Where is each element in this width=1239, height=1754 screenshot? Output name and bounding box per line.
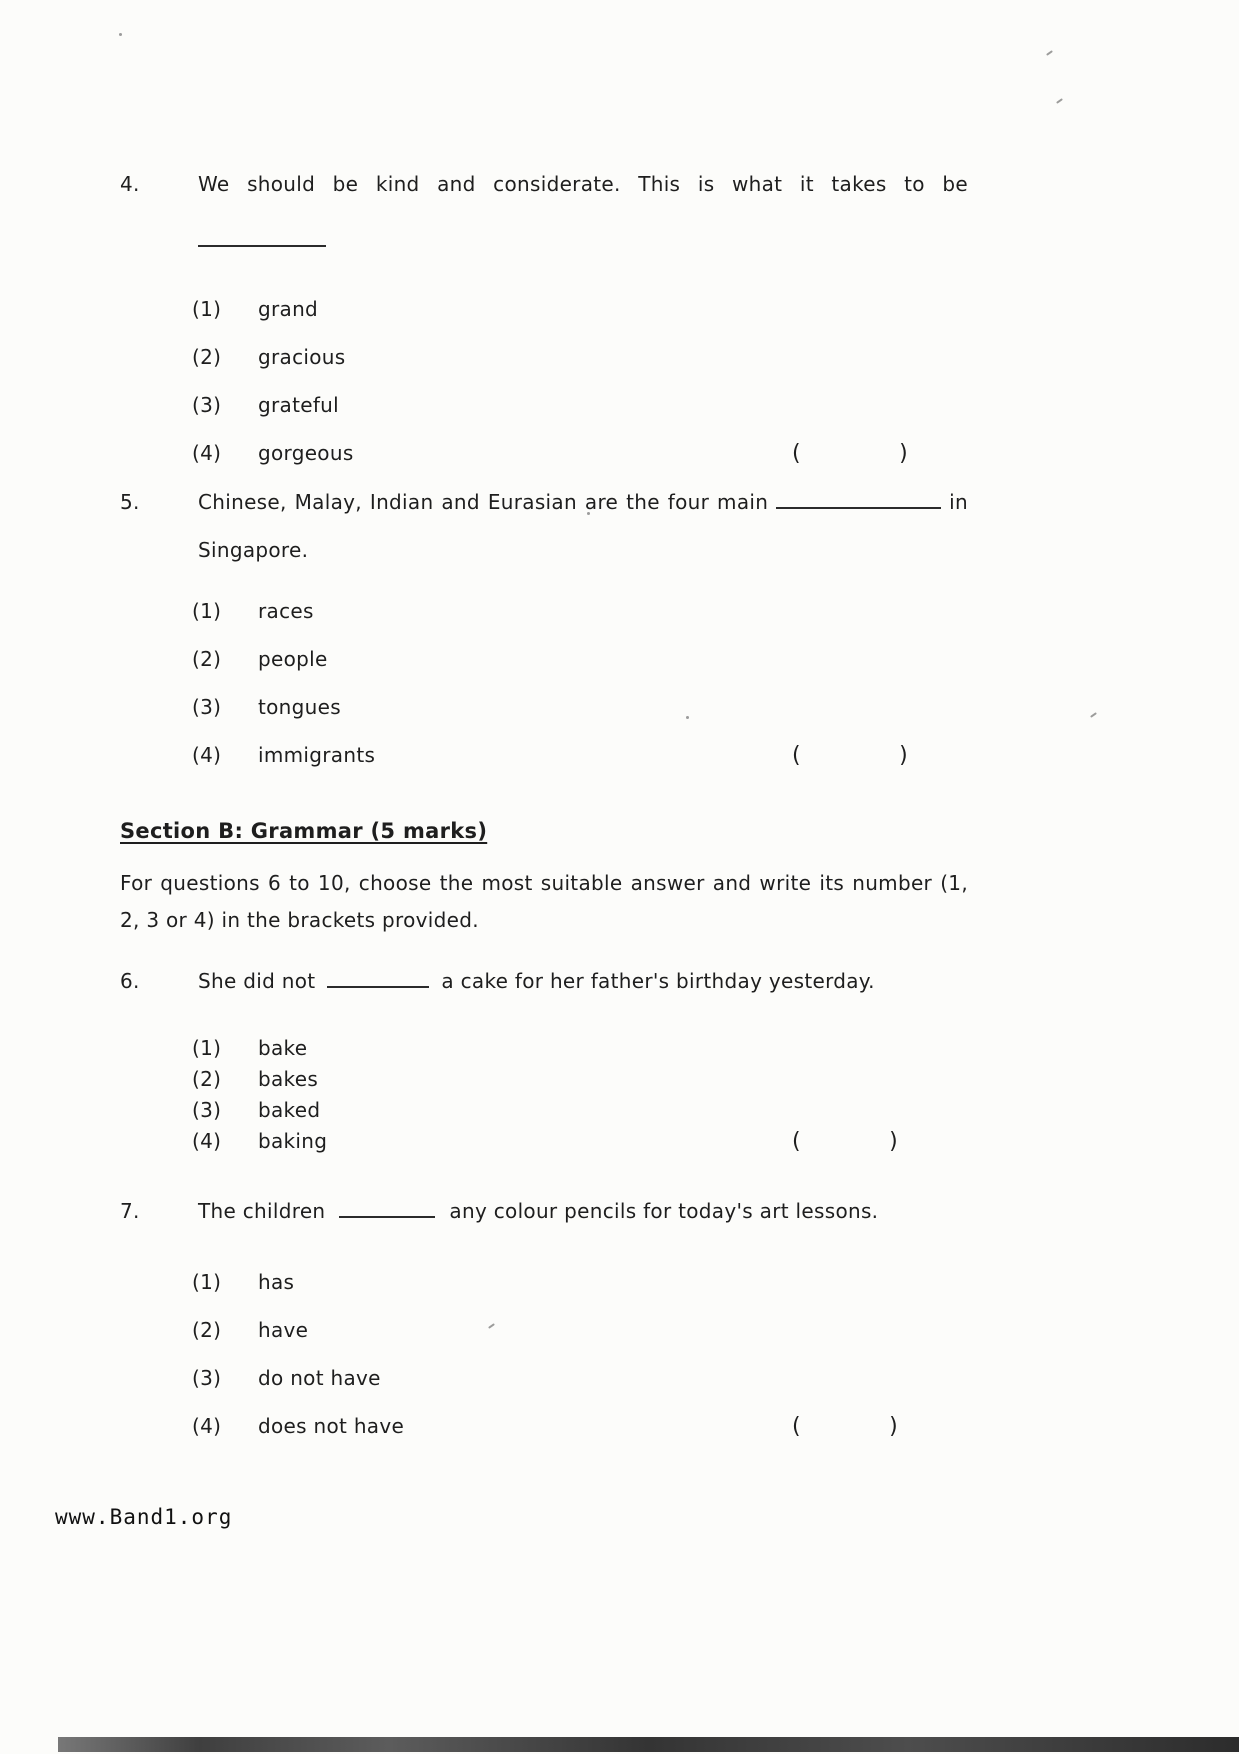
option-row xyxy=(120,1271,968,1294)
option-number: (4) xyxy=(192,441,222,465)
answer-blank-row xyxy=(120,228,968,252)
option-number: (2) xyxy=(192,1067,222,1091)
option-number: (1) xyxy=(192,1270,222,1294)
option-label: baked xyxy=(258,1098,321,1122)
option-label: has xyxy=(258,1270,295,1294)
option-label: races xyxy=(258,599,314,623)
page-content xyxy=(120,172,968,1463)
open-bracket: ( xyxy=(792,1129,801,1154)
question-text xyxy=(198,1199,968,1223)
option-row xyxy=(120,1415,968,1438)
option-label: have xyxy=(258,1318,309,1342)
option-row xyxy=(120,1367,968,1390)
option-label: gorgeous xyxy=(258,441,354,465)
scan-speck xyxy=(686,716,689,719)
option-row xyxy=(120,1319,968,1342)
question-6-options xyxy=(120,1037,968,1153)
option-label: immigrants xyxy=(258,743,376,767)
option-number: (3) xyxy=(192,393,222,417)
question-number: 4. xyxy=(120,172,140,196)
option-number: (4) xyxy=(192,1129,222,1153)
open-bracket: ( xyxy=(792,743,801,768)
option-label: do not have xyxy=(258,1366,381,1390)
option-label: baking xyxy=(258,1129,328,1153)
option-label: bakes xyxy=(258,1067,319,1091)
scan-speck xyxy=(1046,50,1053,56)
scan-edge-bar xyxy=(58,1737,1239,1752)
close-bracket: ) xyxy=(889,1129,898,1154)
option-row xyxy=(120,1099,968,1122)
option-number: (2) xyxy=(192,345,222,369)
open-bracket: ( xyxy=(792,1414,801,1439)
option-row xyxy=(120,744,968,767)
answer-blank xyxy=(776,505,941,509)
question-text xyxy=(198,490,968,514)
question-text-line2: Singapore. xyxy=(198,538,309,562)
option-number: (3) xyxy=(192,1098,222,1122)
scan-speck xyxy=(587,512,590,515)
question-number: 7. xyxy=(120,1199,140,1223)
question-5-options xyxy=(120,600,968,767)
question-text-after-blank: in xyxy=(949,490,968,514)
answer-brackets xyxy=(792,1415,898,1438)
option-row xyxy=(120,648,968,671)
question-text-after-blank: a cake for her father's birthday yesterday. xyxy=(441,969,875,993)
option-row xyxy=(120,600,968,623)
scan-speck xyxy=(1056,98,1063,104)
section-b-instructions: For questions 6 to 10, choose the most suitable answer and write its number (1, 2, 3 or 4) in the brackets provided. xyxy=(120,871,968,932)
question-7-head xyxy=(120,1199,968,1223)
question-number: 6. xyxy=(120,969,140,993)
option-row xyxy=(120,1068,968,1091)
question-5-head xyxy=(120,490,968,514)
scan-speck xyxy=(1090,712,1097,718)
option-row xyxy=(120,298,968,321)
question-text-before-blank: She did not xyxy=(198,969,316,993)
option-number: (2) xyxy=(192,1318,222,1342)
option-label: gracious xyxy=(258,345,346,369)
option-label: does not have xyxy=(258,1414,405,1438)
question-number: 5. xyxy=(120,490,140,514)
question-5 xyxy=(120,490,968,767)
question-6-head xyxy=(120,969,968,993)
option-number: (2) xyxy=(192,647,222,671)
option-number: (4) xyxy=(192,1414,222,1438)
option-number: (1) xyxy=(192,599,222,623)
answer-blank xyxy=(198,243,326,247)
option-label: grateful xyxy=(258,393,339,417)
close-bracket: ) xyxy=(889,1414,898,1439)
question-text-before-blank: Chinese, Malay, Indian and Eurasian are the four main xyxy=(198,490,769,514)
option-row xyxy=(120,1130,968,1153)
answer-blank xyxy=(327,984,429,988)
option-row xyxy=(120,442,968,465)
option-number: (3) xyxy=(192,1366,222,1390)
answer-brackets xyxy=(792,442,908,465)
answer-blank xyxy=(339,1214,435,1218)
option-row xyxy=(120,696,968,719)
question-4 xyxy=(120,172,968,465)
option-label: grand xyxy=(258,297,319,321)
question-4-head xyxy=(120,172,968,196)
close-bracket: ) xyxy=(899,743,908,768)
option-number: (1) xyxy=(192,1036,222,1060)
option-row xyxy=(120,346,968,369)
option-row xyxy=(120,394,968,417)
question-6 xyxy=(120,969,968,1153)
answer-brackets xyxy=(792,1130,898,1153)
answer-brackets xyxy=(792,744,908,767)
question-7-options xyxy=(120,1271,968,1438)
question-text-after-blank: any colour pencils for today's art lessons. xyxy=(449,1199,879,1223)
question-7 xyxy=(120,1199,968,1438)
option-number: (4) xyxy=(192,743,222,767)
scan-speck xyxy=(119,33,122,36)
option-row xyxy=(120,1037,968,1060)
section-b-heading: Section B: Grammar (5 marks) xyxy=(120,819,488,843)
option-label: bake xyxy=(258,1036,308,1060)
question-text xyxy=(198,969,968,993)
option-number: (3) xyxy=(192,695,222,719)
close-bracket: ) xyxy=(899,441,908,466)
footer-website: www.Band1.org xyxy=(55,1505,233,1529)
option-label: people xyxy=(258,647,328,671)
question-4-options xyxy=(120,298,968,465)
question-text-before-blank: The children xyxy=(198,1199,326,1223)
question-text: We should be kind and considerate. This is what it takes to be xyxy=(198,172,968,196)
open-bracket: ( xyxy=(792,441,801,466)
option-number: (1) xyxy=(192,297,222,321)
option-label: tongues xyxy=(258,695,341,719)
